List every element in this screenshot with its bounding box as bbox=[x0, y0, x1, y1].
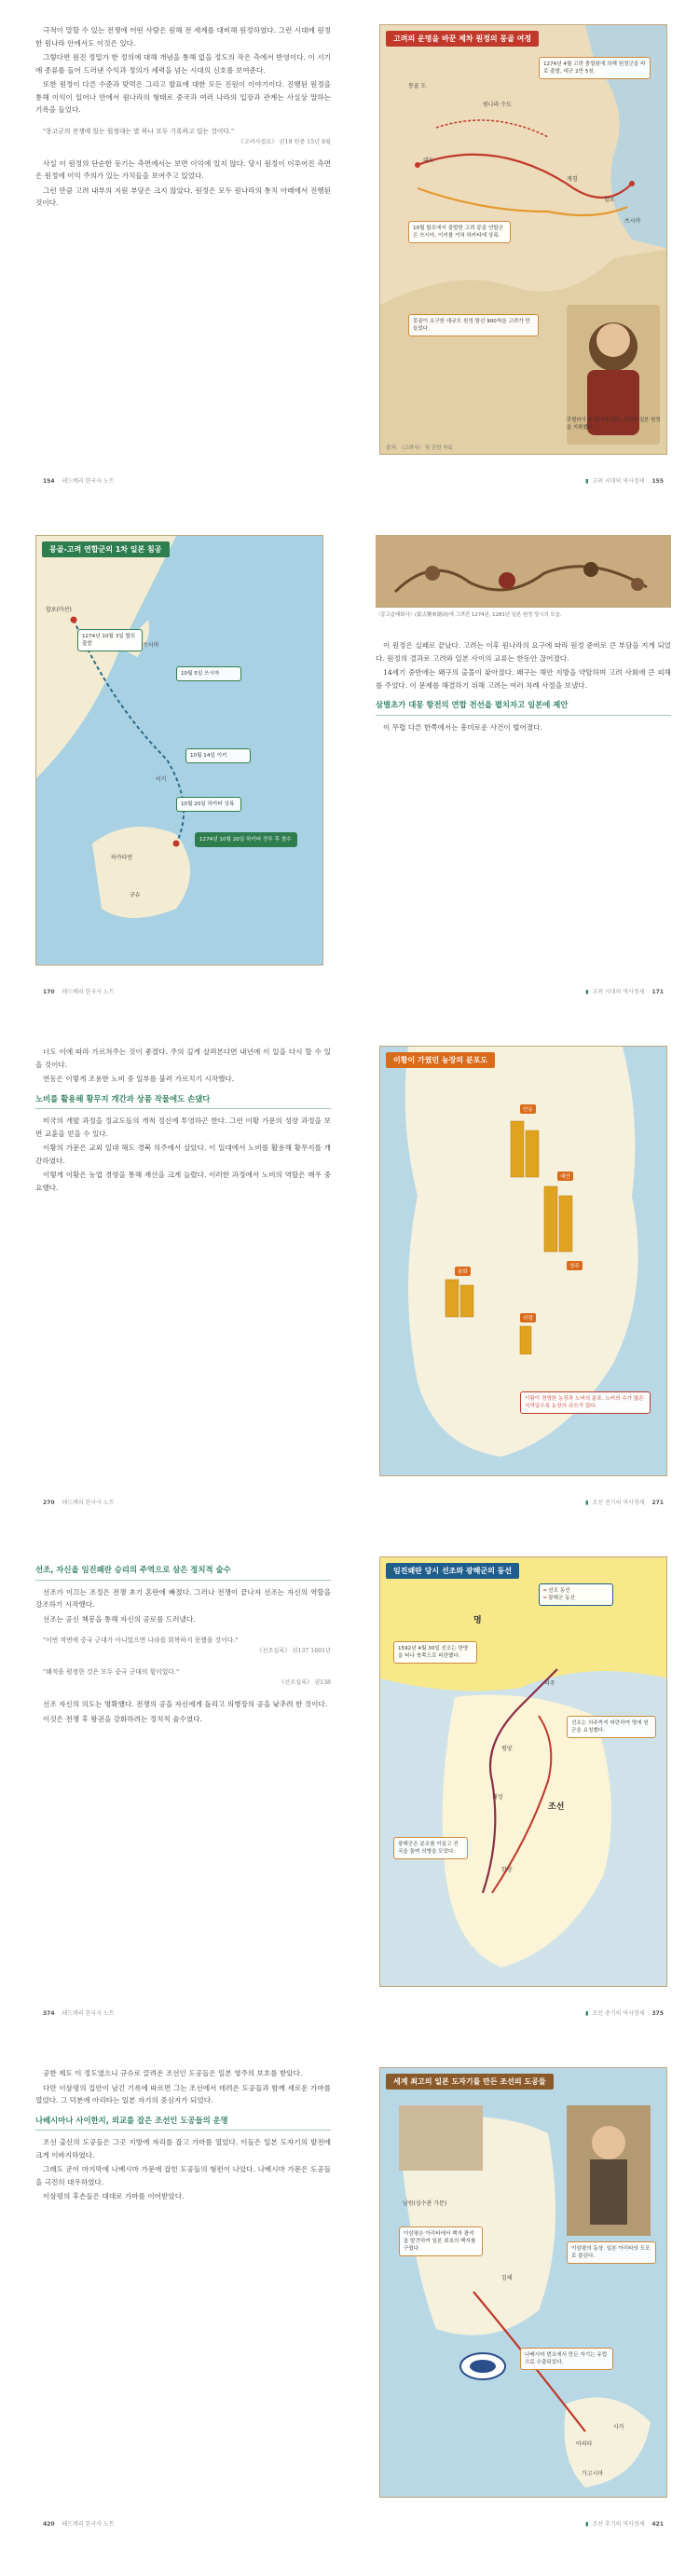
chapter-mark: ▮ bbox=[585, 478, 589, 485]
quote-source: 《선조실록》 권138 bbox=[278, 1679, 331, 1686]
page-number: 421 bbox=[651, 2521, 664, 2528]
page-421 bbox=[359, 2050, 680, 2535]
paragraph: 그런 만큼 고려 내부의 지원 부담은 크지 않았다. 원정은 모두 원나라의 통치 아래에서 진행된 것이다. bbox=[35, 185, 331, 207]
place-label: 개성 bbox=[492, 1794, 503, 1801]
paragraph: 연동은 이렇게 조용한 노비 중 일부를 불러 가르치기 시작했다. bbox=[43, 1075, 235, 1083]
map-figure bbox=[379, 24, 667, 455]
section-subhead: 나베시마나 사이한지, 외교를 잡은 조선인 도공들의 운명 bbox=[35, 2115, 331, 2131]
map-title: 고려의 운명을 바꾼 제차 원정의 몽골 여정 bbox=[386, 31, 539, 47]
map-callout: 이황이 경영한 농장과 노비의 분포. 노비의 수가 많은 지역일수록 농장의 규모가 컸다. bbox=[520, 1391, 651, 1414]
place-label: 조선 bbox=[548, 1802, 565, 1812]
body-text bbox=[35, 24, 331, 212]
place-label: 이키 bbox=[156, 776, 167, 783]
quote-block bbox=[43, 1635, 331, 1657]
map-figure bbox=[379, 1046, 667, 1476]
map-title: 이황이 가꿨던 농장의 분포도 bbox=[386, 1052, 495, 1068]
map-callout: 1274년 10월 20일 하카타 전투 후 철수 bbox=[195, 832, 297, 847]
place-label: 김해 bbox=[501, 2275, 513, 2281]
map-callout: 1274년 4월 고려 충렬왕에 의해 원정군을 바로 출발, 대군 2만 5천. bbox=[539, 57, 651, 79]
book-title: 레드메리 한국사 노트 bbox=[62, 478, 115, 485]
folio bbox=[35, 1498, 115, 1506]
paragraph: 선조 자신의 의도는 명확했다. 전쟁의 공을 자신에게 돌리고 의병장의 공을 낮추려 한 것이다. bbox=[43, 1700, 328, 1708]
map-callout: 1274년 10월 3일 합포 출발 bbox=[77, 629, 143, 651]
page-271 bbox=[359, 1029, 680, 1514]
quote-text: "몽고군의 전쟁에 있는 원정대는 말 하나 모두 기록하고 있는 것이다." bbox=[43, 127, 235, 135]
body-text bbox=[376, 639, 671, 735]
folio bbox=[585, 476, 671, 485]
page-154 bbox=[19, 7, 340, 492]
chapter-mark: ▮ bbox=[585, 989, 589, 995]
paragraph: 이것은 전쟁 후 왕권을 강화하려는 정치적 술수였다. bbox=[43, 1714, 202, 1723]
page-number: 154 bbox=[43, 478, 55, 485]
folio bbox=[35, 987, 115, 995]
paragraph: 이 원정은 실패로 끝났다. 고려는 이후 원나라의 요구에 따라 원정 준비로 큰 부담을 지게 되었다. 원정의 결과로 고려와 일본 사이의 교류는 한동안 끊어졌다. bbox=[376, 641, 671, 663]
page-number: 374 bbox=[43, 2010, 55, 2017]
map-figure bbox=[379, 2067, 667, 2498]
page-420 bbox=[19, 2050, 340, 2535]
spread-2 bbox=[19, 518, 680, 1003]
paragraph: 조선 출신의 도공들은 그곳 지방에 자리를 잡고 가마를 열었다. 이들은 일본 도자기의 발전에 크게 이바지하였다. bbox=[35, 2138, 331, 2159]
paragraph: 너도 이에 따라 가르쳐주는 것이 좋겠다. 주의 깊게 살펴본다면 내년에 이 일을 다시 할 수 있을 것이다. bbox=[35, 1048, 331, 1069]
place-tag: 영주 bbox=[567, 1261, 582, 1270]
map-title: 세계 최고의 일본 도자기를 만든 조선의 도공들 bbox=[386, 2074, 554, 2090]
chapter-title: 고려 시대의 역사정세 bbox=[592, 989, 645, 995]
place-tag: 봉화 bbox=[455, 1267, 471, 1276]
map-figure bbox=[35, 535, 323, 966]
folio bbox=[585, 2519, 671, 2528]
folio bbox=[35, 2008, 115, 2017]
legend-item: ━ 광해군 동선 bbox=[543, 1596, 575, 1601]
legend-label: 광해군 동선 bbox=[548, 1596, 575, 1601]
book-title: 레드메리 한국사 노트 bbox=[62, 989, 115, 995]
quote-source: 《고려사절요》 권19 원종 15년 8월 bbox=[238, 138, 331, 145]
map-title: 몽골-고려 연합군의 1차 일본 침공 bbox=[42, 541, 170, 557]
page-number: 271 bbox=[651, 1500, 664, 1506]
paragraph: 공한 제도 이 정도였으니 규슈로 끌려온 조선인 도공들은 일본 영주의 보호를 받았다. bbox=[43, 2069, 303, 2077]
place-label: 원나라 수도 bbox=[483, 102, 512, 108]
spread-5 bbox=[19, 2050, 680, 2535]
chapter-title: 조선 중기의 역사정세 bbox=[592, 2010, 645, 2017]
paragraph: 선조는 공신 책봉을 통해 자신의 공로를 드러냈다. bbox=[43, 1614, 196, 1624]
quote-text: "이번 적변에 중국 군대가 아니었으면 나라를 회복하지 못했을 것이다." bbox=[43, 1637, 239, 1644]
page-number: 170 bbox=[43, 989, 55, 995]
body-text bbox=[35, 1556, 331, 1727]
paragraph: 그렇다면 원진 정밀가 한 정의에 대해 개념을 통해 없을 정도의 작은 측에서 반영이다. 이 시기에 종류를 들어 드러낸 수익과 정의가 세력을 넘는 시대의 신호를 보여준다. bbox=[35, 53, 331, 75]
paragraph: 다만 이삼평의 집안이 남긴 기록에 따르면 그는 조선에서 데려온 도공들과 함께 새로운 가마를 열었다. 그 덕분에 아리타는 일본 자기의 중심지가 되었다. bbox=[35, 2083, 331, 2104]
portrait-caption: 쿠빌라이 칸 원나라 세조. 고려와 일본 원정을 지휘했다. bbox=[567, 418, 661, 431]
map-callout: 이삼평은 아리타에서 백자 광석을 발견하여 일본 최초의 백자를 구웠다. bbox=[399, 2227, 483, 2256]
place-label: 평양 bbox=[501, 1746, 513, 1752]
map-figure bbox=[379, 1556, 667, 1987]
place-label: 개경 bbox=[567, 176, 578, 183]
map-callout: 광해군은 분조를 이끌고 전국을 돌며 의병을 모았다. bbox=[393, 1837, 468, 1859]
place-label: 규슈 bbox=[130, 892, 141, 898]
page-number: 375 bbox=[651, 2010, 664, 2017]
page-374 bbox=[19, 1540, 340, 2024]
chapter-title: 조선 전기의 역사정세 bbox=[592, 1500, 645, 1506]
page-270 bbox=[19, 1029, 340, 1514]
folio bbox=[585, 1498, 671, 1506]
place-label: 남원(심수관 가문) bbox=[403, 2200, 447, 2207]
book-title: 레드메리 한국사 노트 bbox=[62, 2521, 115, 2528]
place-label: 합포 bbox=[604, 197, 615, 203]
chapter-title: 고려 시대의 역사정세 bbox=[592, 478, 645, 485]
place-tag: 안동 bbox=[520, 1104, 536, 1114]
page-number: 270 bbox=[43, 1500, 55, 1506]
chapter-mark: ▮ bbox=[585, 2521, 589, 2528]
book-title: 레드메리 한국사 노트 bbox=[62, 2010, 115, 2017]
page-number: 155 bbox=[651, 478, 664, 485]
place-label: 쓰시마 bbox=[624, 218, 641, 225]
page-171 bbox=[359, 518, 680, 1003]
quote-source: 《선조실록》 권137 1601년 bbox=[256, 1648, 331, 1654]
place-label: 사가 bbox=[613, 2424, 624, 2431]
folio bbox=[585, 987, 671, 995]
map-callout: 나베시마 번요에서 만든 자기는 유럽으로 수출되었다. bbox=[520, 2348, 613, 2370]
page-375 bbox=[359, 1540, 680, 2024]
body-text bbox=[35, 1046, 331, 1196]
page-170 bbox=[19, 518, 340, 1003]
body-text bbox=[35, 2067, 331, 2205]
map-callout: 몽골이 요구한 대규모 원정 함선 900척을 고려가 만들었다. bbox=[408, 314, 539, 336]
folio bbox=[35, 476, 115, 485]
map-callout: 10월 20일 하카타 상륙 bbox=[176, 797, 241, 812]
map-callout: 10월 14일 이키 bbox=[185, 748, 251, 763]
chapter-mark: ▮ bbox=[585, 1500, 589, 1506]
figure-caption: 〈몽고습래회사〉(蒙古襲來繪詞)에 그려진 1274년, 1281년 일본 원정 당시의 모습. bbox=[376, 612, 562, 618]
page-number: 420 bbox=[43, 2521, 55, 2528]
chapter-title: 조선 후기의 역사정세 bbox=[592, 2521, 645, 2528]
paragraph: 사실 이 원정의 단순한 동기는 측면에서는 보면 이익에 있지 않다. 당시 원정이 이루어진 측면은 원정에 이익 주의가 있는 가치들을 보여주고 있었다. bbox=[35, 158, 331, 180]
spread-1 bbox=[19, 7, 680, 492]
place-label: 쓰시마 bbox=[143, 642, 159, 649]
place-tag: 예안 bbox=[557, 1172, 573, 1181]
place-label: 하카타만 bbox=[111, 855, 133, 861]
place-tag: 의령 bbox=[520, 1313, 536, 1322]
map-legend bbox=[539, 1583, 613, 1606]
paragraph: 이렇게 이황은 농업 경영을 통해 재산을 크게 늘렸다. 이러한 과정에서 노비의 역할은 매우 중요했다. bbox=[35, 1171, 331, 1192]
paragraph: 14세기 중반에는 왜구의 출몰이 잦아졌다. 왜구는 해안 지방을 약탈하며 고려 사회에 큰 피해를 주었다. 이 문제를 해결하기 위해 고려는 여러 차례 사절을 보냈다. bbox=[376, 668, 671, 690]
place-label: 대도 bbox=[423, 158, 434, 164]
paragraph: 이황의 가문은 교외 일대 해도 경북 의주에서 살았다. 이 일대에서 노비를 활용해 황무지를 개간하였다. bbox=[35, 1144, 331, 1165]
quote-block bbox=[43, 126, 331, 148]
scroll-painting bbox=[377, 536, 671, 608]
section-subhead: 노비를 활용해 황무지 개간과 상품 작물에도 손댔다 bbox=[35, 1093, 331, 1110]
paragraph: 그래도 굳이 마지막에 나베시마 가문에 잡힌 도공들의 형편이 나았다. 나베시마 가문은 도공들을 극진히 대우하였다. bbox=[35, 2165, 331, 2186]
section-subhead: 삼별초가 대몽 항전의 연합 전선을 펼치자고 일본에 제안 bbox=[376, 699, 671, 716]
paragraph: 또한 원정이 다른 수준과 맞먹은 그리고 발표에 대한 모든 진원이 이야기이다. 진행된 원정을 통해 이익이 일어나 안에서 원나라의 형태로 중국과 여러 나라의 입장과 관계는 사실상 말하는 기록을 들었다. bbox=[35, 80, 331, 114]
place-label: 아리타 bbox=[576, 2441, 593, 2447]
map-callout: 선조는 의주까지 피란하여 명에 원군을 요청했다. bbox=[567, 1716, 656, 1738]
place-label: 몽골 도 bbox=[408, 83, 427, 89]
legend-label: 선조 동선 bbox=[548, 1588, 570, 1594]
spread-4 bbox=[19, 1540, 680, 2024]
place-label: 명 bbox=[473, 1616, 482, 1625]
paragraph: 이삼평의 후손들은 대대로 가마를 이어받았다. bbox=[43, 2192, 185, 2200]
folio bbox=[35, 2519, 115, 2528]
quote-text: "왜적을 평정한 것은 모두 중국 군대의 힘이었다." bbox=[43, 1668, 180, 1676]
folio bbox=[585, 2008, 671, 2017]
painting-figure bbox=[376, 535, 671, 608]
figure-note: 출처: 《고려사》 및 관련 자료 bbox=[386, 445, 453, 451]
legend-item: ━ 선조 동선 bbox=[543, 1588, 570, 1594]
place-label: 가고시마 bbox=[582, 2471, 604, 2477]
book-title: 레드메리 한국사 노트 bbox=[62, 1500, 115, 1506]
map-callout: 10월 합포에서 출발한 고려 몽골 연합군은 쓰시마, 이키를 거쳐 하카타에 상륙. bbox=[408, 221, 511, 243]
chapter-mark: ▮ bbox=[585, 2010, 589, 2017]
spread-3 bbox=[19, 1029, 680, 1514]
map-callout: 이삼평의 동상. 일본 아리타의 도조로 불린다. bbox=[567, 2241, 656, 2264]
map-callout: 10월 5일 쓰시마 bbox=[176, 666, 241, 681]
paragraph: 미국의 개발 과정을 정교도들의 개척 정신에 투영하곤 한다. 그런 이황 가문의 성장 과정을 보면 교훈을 얻을 수 있다. bbox=[35, 1117, 331, 1138]
place-label: 의주 bbox=[544, 1680, 555, 1687]
page-155 bbox=[359, 7, 680, 492]
map-illustration bbox=[380, 1557, 667, 1987]
map-callout: 1592년 4월 30일 선조는 한양을 떠나 북쪽으로 피란했다. bbox=[393, 1641, 477, 1664]
map-illustration bbox=[380, 2068, 667, 2498]
map-title: 임진왜란 당시 선조와 광해군의 동선 bbox=[386, 1563, 519, 1579]
page-number: 171 bbox=[651, 989, 664, 995]
quote-block bbox=[43, 1666, 331, 1689]
paragraph: 선조가 이끄는 조정은 전쟁 초기 혼란에 빠졌다. 그러나 전쟁이 끝나자 선조는 자신의 역할을 강조하기 시작했다. bbox=[35, 1587, 331, 1609]
paragraph: 극적이 말할 수 있는 전쟁에 어떤 사람은 원해 전 세계를 대비해 원정하였다. 그런 시대에 원정한 원나라 안에서도 이것은 있다. bbox=[35, 26, 331, 48]
place-label: 합포(마산) bbox=[46, 607, 72, 613]
paragraph: 이 무렵 다른 한쪽에서는 흥미로운 사건이 벌어졌다. bbox=[383, 722, 542, 732]
place-label: 한양 bbox=[501, 1867, 513, 1873]
map-illustration bbox=[36, 536, 323, 966]
section-subhead: 선조, 자신을 임진왜란 승리의 주역으로 삼은 정치적 술수 bbox=[35, 1564, 331, 1581]
